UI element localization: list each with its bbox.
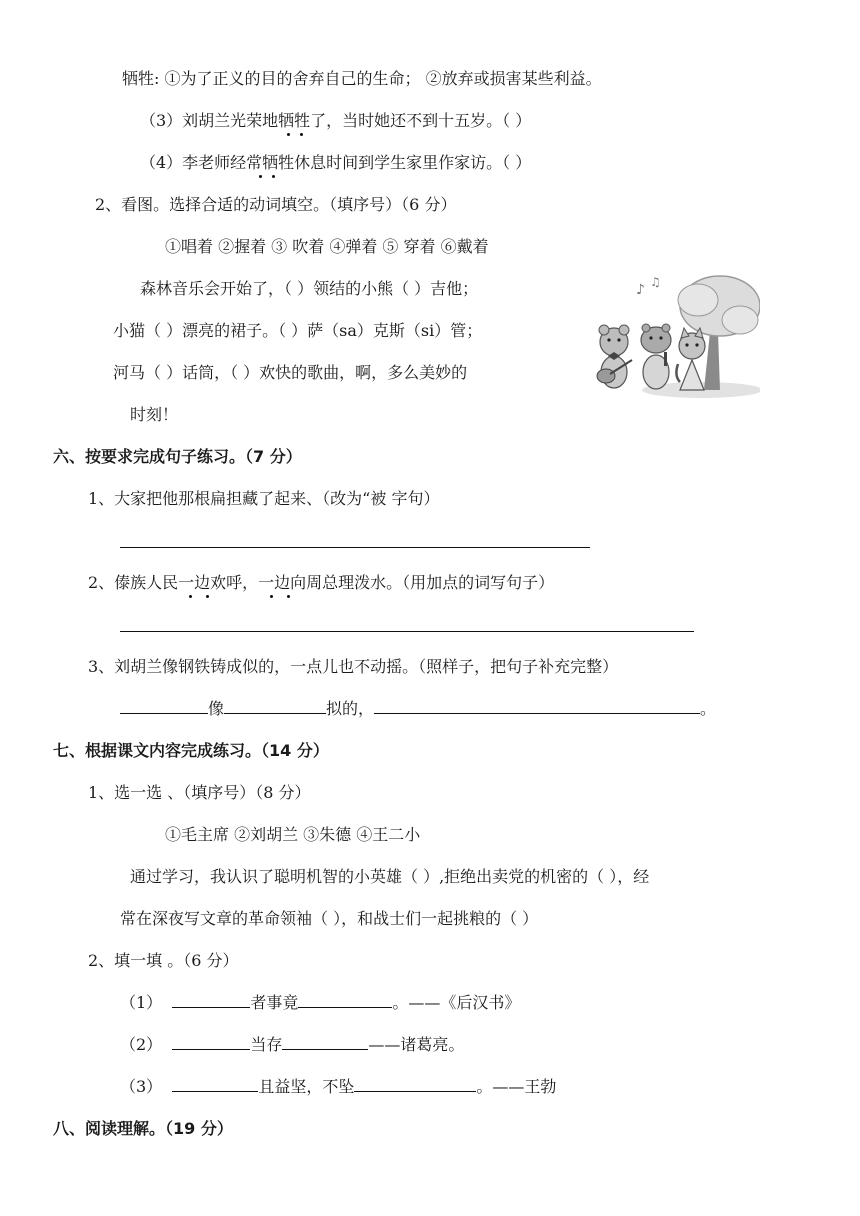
fill-line-2: 小猫（ ）漂亮的裙子。（ ）萨（sa）克斯（si）管；: [113, 321, 483, 340]
section-8-heading: 八、阅读理解。（19 分）: [53, 1119, 233, 1138]
emphasis-dot: [300, 133, 303, 136]
music-note-icon: ♪: [636, 282, 645, 298]
text: 当存: [250, 1035, 283, 1054]
sentence-task-3: 3、刘胡兰像钢铁铸成似的，一点儿也不动摇。（照样子，把句子补充完整）: [88, 657, 619, 676]
sentence-task-1: 1、大家把他那根扁担藏了起来、（改为“被 字句）: [88, 489, 440, 508]
music-note-icon: ♫: [650, 275, 661, 289]
fill-line-4: 时刻！: [130, 405, 179, 424]
emphasis-dot: [287, 133, 290, 136]
text: （1）: [120, 993, 163, 1012]
choice-sentence-1: 通过学习，我认识了聪明机智的小英雄（ ）,拒绝出卖党的机密的（ ），经: [130, 867, 650, 886]
blank[interactable]: [172, 993, 250, 1008]
text: 且益坚，不坠: [258, 1077, 355, 1096]
text: ——诸葛亮。: [368, 1035, 465, 1054]
choice-options: ①毛主席 ②刘胡兰 ③朱德 ④王二小: [165, 825, 421, 844]
question-4: （4）李老师经常牺牲休息时间到学生家里作家访。（ ）: [140, 153, 532, 172]
emphasis-dot: [287, 595, 290, 598]
verb-options: ①唱着 ②握着 ③ 吹着 ④弹着 ⑤ 穿着 ⑥戴着: [165, 237, 489, 256]
emphasis-dot: [270, 595, 273, 598]
blank[interactable]: [354, 1077, 476, 1092]
section-7-heading: 七、根据课文内容完成练习。（14 分）: [53, 741, 329, 760]
answer-line-2[interactable]: [120, 631, 694, 632]
emphasis-dot: [189, 595, 192, 598]
emphasis-dot: [206, 595, 209, 598]
blank[interactable]: [298, 993, 392, 1008]
emphasis-dot: [272, 175, 275, 178]
text: 者事竟: [250, 993, 299, 1012]
text: （3）: [120, 1077, 163, 1096]
quote-1: [120, 992, 520, 1014]
fill-line-3: 河马（ ）话筒，（ ）欢快的歌曲，啊，多么美妙的: [113, 363, 468, 382]
section-6-heading: 六、按要求完成句子练习。（7 分）: [53, 447, 302, 466]
question-3: （3）刘胡兰光荣地牺牲了，当时她还不到十五岁。（ ）: [140, 111, 532, 130]
fill-heading: 2、填一填 。（6 分）: [88, 951, 239, 970]
blank[interactable]: [172, 1035, 250, 1050]
fill-line-1: 森林音乐会开始了，（ ）领结的小熊（ ）吉他；: [140, 279, 479, 298]
text: 。——王勃: [476, 1077, 557, 1096]
text: 像: [208, 699, 225, 718]
answer-line-1[interactable]: [120, 547, 590, 548]
blank[interactable]: [120, 699, 208, 714]
definition-line: 牺牲: ①为了正义的目的舍弃自己的生命； ②放弃或损害某些利益。: [122, 69, 602, 88]
forest-concert-illustration: [592, 272, 760, 400]
blank[interactable]: [172, 1077, 258, 1092]
text: （2）: [120, 1035, 163, 1054]
text: 。——《后汉书》: [392, 993, 521, 1012]
text: 拟的，: [326, 699, 375, 718]
imitation-sentence: [120, 698, 716, 720]
question-2-heading: 2、看图。选择合适的动词填空。（填序号）（6 分）: [95, 195, 457, 214]
choice-sentence-2: 常在深夜写文章的革命领袖（ ），和战士们一起挑粮的（ ）: [120, 909, 539, 928]
choose-heading: 1、选一选 、（填序号）（8 分）: [88, 783, 311, 802]
quote-2: [120, 1034, 464, 1056]
blank[interactable]: [374, 699, 700, 714]
sentence-task-2: 2、傣族人民一边欢呼，一边向周总理泼水。（用加点的词写句子）: [88, 573, 555, 592]
emphasis-dot: [259, 175, 262, 178]
text: 。: [700, 699, 717, 718]
quote-3: [120, 1076, 556, 1098]
blank[interactable]: [224, 699, 326, 714]
blank[interactable]: [282, 1035, 368, 1050]
